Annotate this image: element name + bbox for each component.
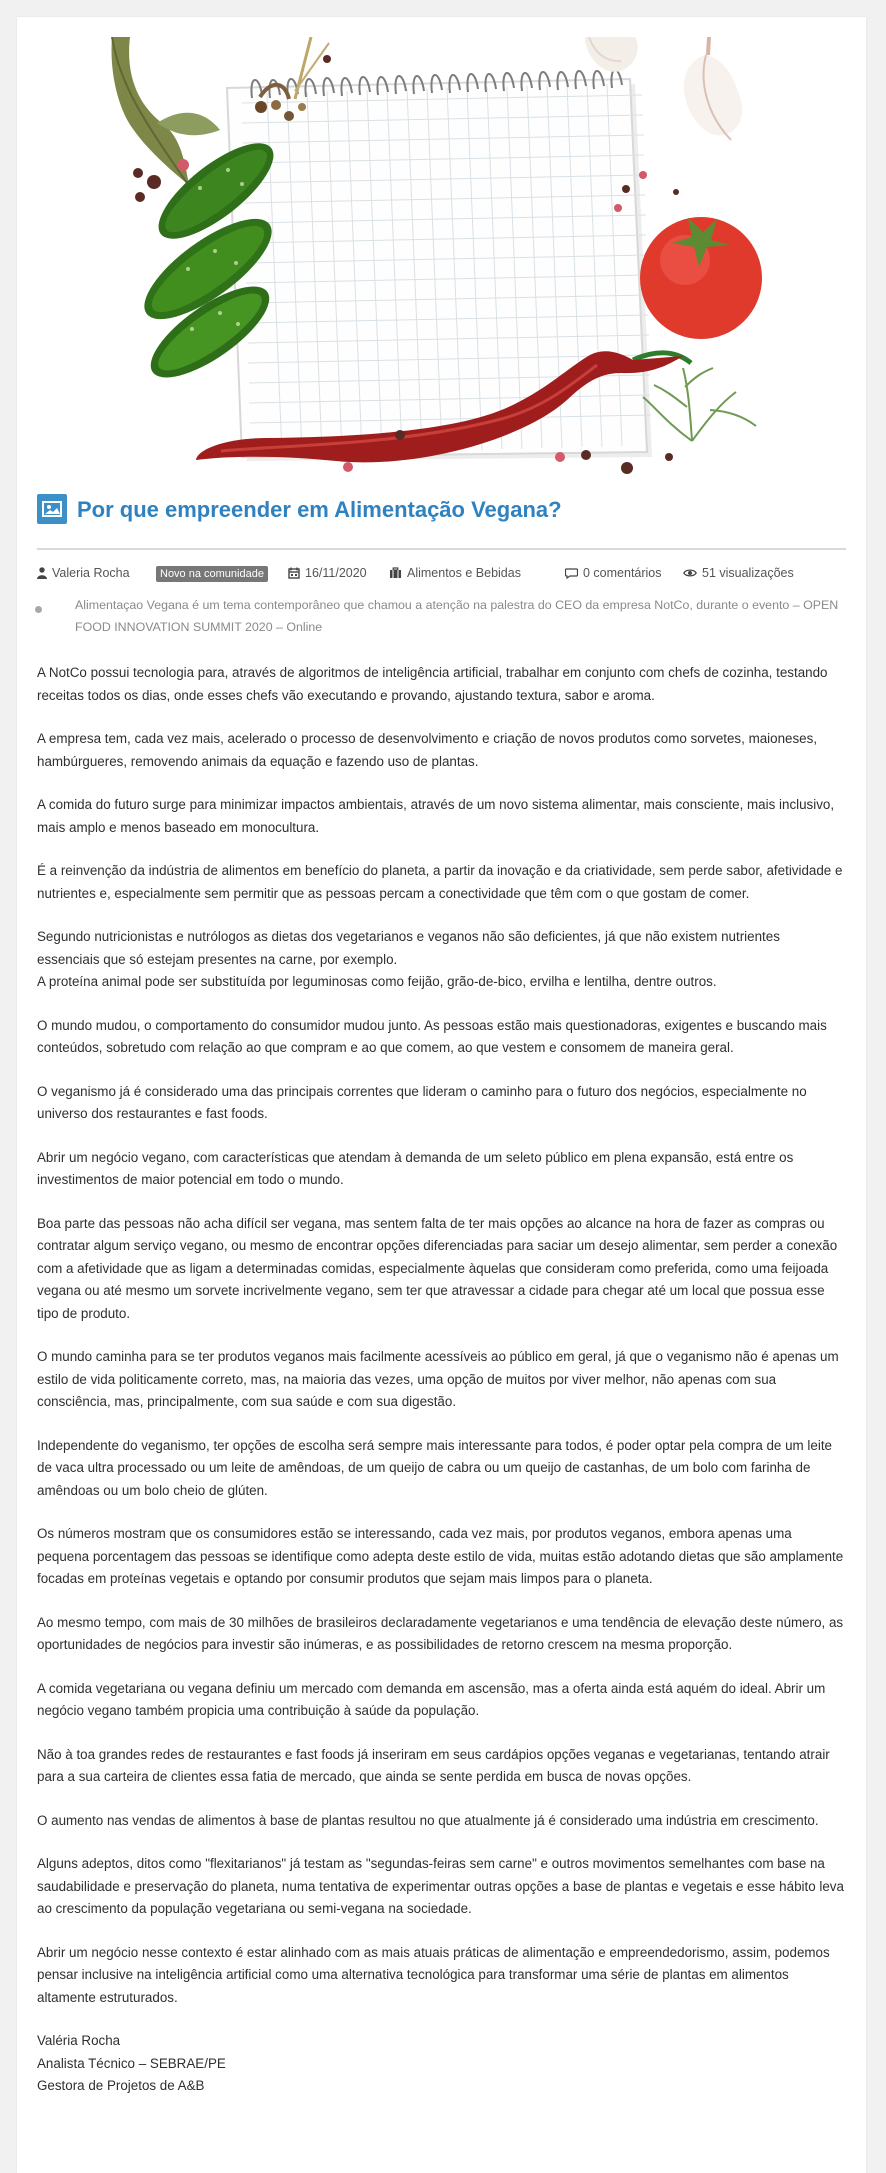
community-badge: Novo na comunidade <box>156 566 268 582</box>
article-paragraph: Segundo nutricionistas e nutrólogos as dietas dos vegetarianos e veganos não são deficientes, já que não existem nutrientes essenciais que só estejam presentes na carne, por exemplo. A proteína animal pode ser substituída por leguminosas como feijão, grão-de-bico, ervilha e lentilha, dentre outros. <box>37 929 780 989</box>
article-paragraph: Abrir um negócio nesse contexto é estar alinhado com as mais atuais práticas de alimentação e empreendedorismo, assim, podemos pensar inclusive na inteligência artificial como uma alternativa tecnológica para transformar uma série de plantas em alimentos altamente estruturados. <box>37 1944 830 2005</box>
article-paragraph: A empresa tem, cada vez mais, acelerado o processo de desenvolvimento e criação de novos produtos como sorvetes, maioneses, hambúrgueres, removendo animais da equação e fazendo uso de plantas. <box>37 731 818 769</box>
article-paragraph: Boa parte das pessoas não acha difícil ser vegana, mas sentem falta de ter mais opções ao alcance na hora de fazer as compras ou contratar algum serviço vegano, ou mesmo de encontrar opções diferenciadas para saciar um desejo alimentar, sem perder a conexão com a afetividade que as ligam a determinadas comidas, especialmente àquelas que consideram como preferida, como uma feijoada vegana ou até mesmo um sorvete incrivelmente vegano, sem ter que atravessar a cidade para chegar até um local que possua esse tipo de produto. <box>37 1215 838 1321</box>
article-paragraph: O veganismo já é considerado uma das principais correntes que lideram o caminho para o futuro dos negócios, especialmente no universo dos restaurantes e fast foods. <box>37 1083 807 1121</box>
comment-count[interactable]: 0 comentários <box>583 566 662 580</box>
post-meta <box>37 563 846 583</box>
article-paragraph: Abrir um negócio vegano, com características que atendam à demanda de um seleto público em plena expansão, está entre os investimentos de maior potencial em todo o mundo. <box>37 1149 794 1187</box>
author-signature: Valéria Rocha Analista Técnico – SEBRAE/PE Gestora de Projetos de A&B <box>37 2033 226 2093</box>
eye-icon <box>683 567 697 579</box>
calendar-icon <box>288 567 300 579</box>
views-meta <box>683 563 794 583</box>
article-paragraph: A comida vegetariana ou vegana definiu um mercado com demanda em ascensão, mas a oferta ainda está aquém do ideal. Abrir um negócio vegano também propicia uma contribuição à saúde da população. <box>37 1680 826 1718</box>
user-icon <box>37 567 47 579</box>
post-title: Por que empreender em Alimentação Vegana? <box>77 497 562 522</box>
category-meta[interactable] <box>389 563 521 583</box>
post-card <box>17 17 866 2173</box>
article-paragraph: O mundo caminha para se ter produtos veganos mais facilmente acessíveis ao público em geral, já que o veganismo não é apenas um estilo de vida politicamente correto, mas, na maioria das vezes, uma opção de muitos por viver melhor, não apenas com sua consciência, mas, principalmente, com sua saúde e com sua digestão. <box>37 1349 839 1409</box>
date-meta <box>288 563 367 583</box>
article-paragraph: Independente do veganismo, ter opções de escolha será sempre mais interessante para todos, é poder optar pela compra de um leite de vaca ultra processado ou um leite de amêndoas, de um queijo de cabra ou um queijo de castanhas, de um bolo com farinha de amêndoas ou um bolo cheio de glúten. <box>37 1437 832 1498</box>
article-paragraph: O mundo mudou, o comportamento do consumidor mudou junto. As pessoas estão mais questionadoras, exigentes e buscando mais conteúdos, sobretudo com relação ao que compram e ao que comem, ao que vestem e consomem de maneira geral. <box>37 1017 827 1055</box>
article-paragraph: É a reinvenção da indústria de alimentos em benefício do planeta, a partir da inovação e da criatividade, sem perde sabor, afetividade e nutrientes e, especialmente sem permitir que as pessoas percam a conectividade que têm com o que gostam de comer. <box>37 863 843 901</box>
image-icon <box>37 494 67 524</box>
author-name[interactable]: Valeria Rocha <box>52 566 130 580</box>
post-title-row <box>37 494 846 550</box>
view-count: 51 visualizações <box>702 566 794 580</box>
article-paragraph: Alguns adeptos, ditos como "flexitarianos" já testam as "segundas-feiras sem carne" e outros movimentos semelhantes com base na saudabilidade e preservação do planeta, numa tentativa de experimentar outras opções a base de plantas e vegetais e esse hábito leva ao crescimento da população vegetariana ou semi-vegana na sociedade. <box>37 1856 844 1916</box>
summary-bullet <box>35 606 42 613</box>
author-meta[interactable] <box>37 563 130 583</box>
article-paragraph: Não à toa grandes redes de restaurantes e fast foods já inseriram em seus cardápios opções veganas e vegetarianas, tentando atrair para a sua carteira de clientes essa fatia de mercado, que ainda se sente perdida em busca de novas opções. <box>37 1746 830 1784</box>
post-summary: Alimentaçao Vegana é um tema contemporâneo que chamou a atenção na palestra do CEO da empresa NotCo, durante o evento – OPEN FOOD INNOVATION SUMMIT 2020 – Online <box>75 598 839 634</box>
hero-image <box>37 37 846 477</box>
notebook-vegetables-image <box>37 37 846 477</box>
article-paragraph: Ao mesmo tempo, com mais de 30 milhões de brasileiros declaradamente vegetarianos e uma tendência de elevação deste número, as oportunidades de negócios para investir são inúmeras, e as possibilidades de retorno crescem na mesma proporção. <box>37 1614 844 1652</box>
briefcase-icon <box>389 567 402 579</box>
article-paragraph: Os números mostram que os consumidores estão se interessando, cada vez mais, por produtos veganos, embora apenas uma pequena porcentagem das pessoas se identifique como adepta deste estilo de vida, muitas estão adotando dietas que são amplamente focadas em proteínas vegetais e optando por consumir produtos que sejam mais limpos para o planeta. <box>37 1526 844 1586</box>
comments-meta[interactable] <box>565 563 662 583</box>
post-category[interactable]: Alimentos e Bebidas <box>407 566 521 580</box>
comment-icon <box>565 567 578 579</box>
article-body <box>37 662 846 2098</box>
article-paragraph: A NotCo possui tecnologia para, através de algoritmos de inteligência artificial, trabalhar em conjunto com chefs de cozinha, testando receitas todos os dias, onde esses chefs vão executando e provando, ajustando textura, sabor e aroma. <box>37 665 828 703</box>
article-paragraph: A comida do futuro surge para minimizar impactos ambientais, através de um novo sistema alimentar, mais consciente, mais inclusivo, mais amplo e menos baseado em monocultura. <box>37 797 835 835</box>
post-date: 16/11/2020 <box>305 566 367 580</box>
article-paragraph: O aumento nas vendas de alimentos à base de plantas resultou no que atualmente já é considerado uma indústria em crescimento. <box>37 1812 819 1828</box>
